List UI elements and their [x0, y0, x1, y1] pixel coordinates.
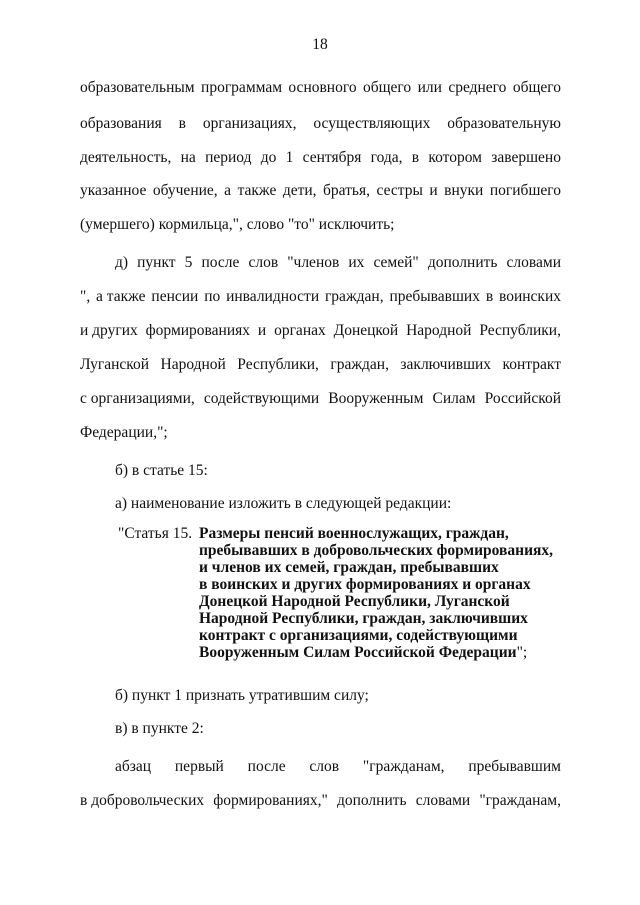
- paragraph-2-line-2: ", а также пенсии по инвалидности граждан, пребывавших в воинских: [80, 288, 561, 305]
- paragraph-2-line-4: Луганской Народной Республики, граждан, заключивших контракт: [80, 356, 561, 373]
- paragraph-1-line-1: образовательным программам основного общего или среднего общего: [80, 79, 561, 96]
- paragraph-1-line-3: деятельность, на период до 1 сентября года, в котором завершено: [80, 149, 561, 166]
- item-v-point-2: в) в пункте 2:: [115, 720, 204, 737]
- article-title-line: Народной Республики, граждан, заключивших: [199, 610, 528, 627]
- paragraph-2-line-1: д) пункт 5 после слов "членов их семей" дополнить словами: [115, 254, 561, 271]
- article-title-closing: ";: [516, 644, 528, 661]
- paragraph-3-line-1: абзац первый после слов "гражданам, пребывавшим: [115, 758, 561, 775]
- article-title-line: и членов их семей, граждан, пребывавших: [199, 559, 499, 576]
- item-b-point-1: б) пункт 1 признать утратившим силу;: [115, 687, 369, 704]
- article-title-line: Размеры пенсий военнослужащих, граждан,: [199, 525, 509, 542]
- paragraph-1-line-4: указанное обучение, а также дети, братья, сестры и внуки погибшего: [80, 182, 561, 199]
- page-number: 18: [312, 36, 328, 53]
- article-title-line: контракт с организациями, содействующими: [199, 627, 518, 644]
- paragraph-1-last-line: (умершего) кормильца,", слово "то" исключить;: [80, 216, 395, 233]
- paragraph-2-line-5: с организациями, содействующими Вооруженным Силам Российской: [80, 390, 561, 407]
- article-title-line: в воинских и других формированиях и органах: [199, 576, 531, 593]
- article-title-last-line: Вооруженным Силам Российской Федерации";: [199, 644, 528, 661]
- article-title: [199, 525, 589, 661]
- paragraph-2-last-line: Федерации,";: [80, 424, 168, 441]
- paragraph-1-line-2: образования в организациях, осуществляющих образовательную: [80, 115, 561, 132]
- article-label: "Статья 15.: [118, 525, 193, 542]
- paragraph-2-line-3: и других формированиях и органах Донецкой Народной Республики,: [80, 322, 561, 339]
- item-b-article-15: б) в статье 15:: [115, 462, 208, 479]
- article-title-line: Донецкой Народной Республики, Луганской: [199, 593, 510, 610]
- article-title-line: пребывавших в добровольческих формированиях,: [199, 542, 554, 559]
- paragraph-3-line-2: в добровольческих формированиях," дополнить словами "гражданам,: [80, 792, 561, 809]
- item-a-name-change: а) наименование изложить в следующей редакции:: [115, 495, 452, 512]
